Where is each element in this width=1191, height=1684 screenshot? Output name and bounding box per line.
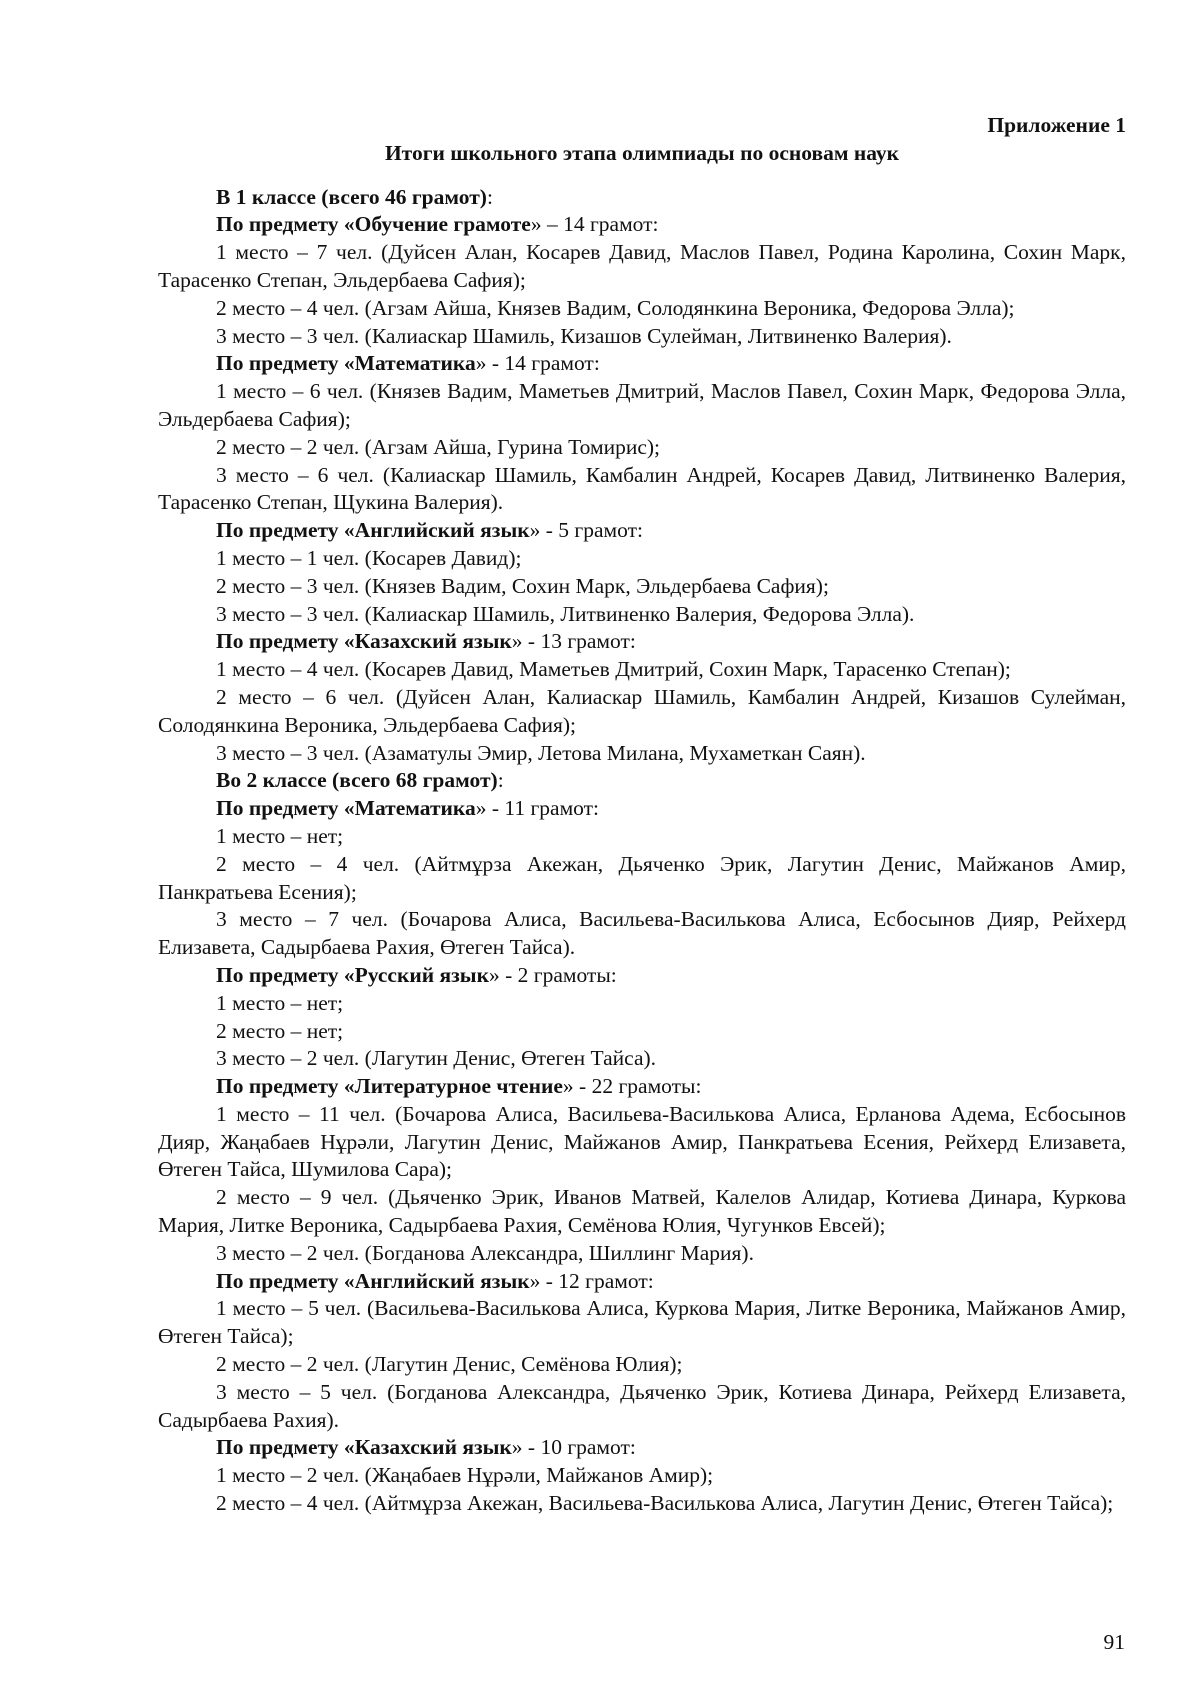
place-entry: 3 место – 2 чел. (Богданова Александра, Шиллинг Мария). xyxy=(216,1240,754,1265)
heading-bold-text: По предмету «Математика xyxy=(216,351,476,376)
section-heading xyxy=(158,1434,1126,1462)
place-entry: 3 место – 3 чел. (Калиаскар Шамиль, Литвиненко Валерия, Федорова Элла). xyxy=(216,601,915,626)
heading-rest-text: : xyxy=(486,184,493,209)
place-entry: 2 место – 4 чел. (Агзам Айша, Князев Вадим, Солодянкина Вероника, Федорова Элла); xyxy=(216,295,1015,320)
heading-bold-text: В 1 классе (всего 46 грамот) xyxy=(216,184,487,209)
place-entry: 2 место – нет; xyxy=(216,1018,344,1043)
heading-bold-text: По предмету «Английский язык xyxy=(216,1268,530,1293)
appendix-label: Приложение 1 xyxy=(987,113,1126,137)
page-number: 91 xyxy=(1103,1630,1125,1654)
section-heading xyxy=(158,767,1126,795)
heading-bold-text: По предмету «Казахский язык xyxy=(216,629,512,654)
place-entry: 3 место – 3 чел. (Калиаскар Шамиль, Кизашов Сулейман, Литвиненко Валерия). xyxy=(216,323,952,348)
heading-rest-text: » - 10 грамот: xyxy=(511,1435,636,1460)
place-entry: 1 место – нет; xyxy=(216,823,344,848)
heading-bold-text: По предмету «Русский язык xyxy=(216,962,489,987)
heading-rest-text: » - 13 грамот: xyxy=(511,629,636,654)
place-entry: 1 место – 2 чел. (Жаңабаев Нұрәли, Майжанов Амир); xyxy=(216,1463,714,1488)
place-entry: 2 место – 3 чел. (Князев Вадим, Сохин Марк, Эльдербаева Сафия); xyxy=(216,573,829,598)
place-entry: 1 место – нет; xyxy=(216,990,344,1015)
heading-rest-text: : xyxy=(497,768,504,793)
results-body xyxy=(158,184,1126,1518)
section-heading xyxy=(158,795,1126,823)
place-entry: 2 место – 2 чел. (Агзам Айша, Гурина Томирис); xyxy=(216,434,661,459)
section-heading xyxy=(158,628,1126,656)
heading-bold-text: Во 2 классе (всего 68 грамот) xyxy=(216,768,498,793)
place-entry: 2 место – 2 чел. (Лагутин Денис, Семёнова Юлия); xyxy=(216,1352,683,1377)
heading-rest-text: » - 5 грамот: xyxy=(529,518,643,543)
place-entry: 3 место – 5 чел. (Богданова Александра, Дьяченко Эрик, Котиева Динара, Рейхерд Елизавета, Садырбаева Рахия). xyxy=(158,1379,1126,1432)
place-entry: 2 место – 4 чел. (Айтмұрза Акежан, Дьяченко Эрик, Лагутин Денис, Майжанов Амир, Панкратьева Есения); xyxy=(158,851,1126,904)
section-heading xyxy=(158,211,1126,239)
section-heading xyxy=(158,962,1126,990)
document-title: Итоги школьного этапа олимпиады по основам наук xyxy=(384,140,900,165)
heading-rest-text: » - 2 грамоты: xyxy=(488,962,617,987)
heading-bold-text: По предмету «Обучение грамоте xyxy=(216,212,531,237)
place-entry: 1 место – 11 чел. (Бочарова Алиса, Васильева-Василькова Алиса, Ерланова Адема, Есбосынов Дияр, Жаңабаев Нұрәли, Лагутин Денис, Майжанов Амир, Панкратьева Есения, Рейхерд Елизавета, Өтеген Тайса, Шумилова Сара); xyxy=(158,1101,1126,1182)
place-entry: 1 место – 6 чел. (Князев Вадим, Маметьев Дмитрий, Маслов Павел, Сохин Марк, Федорова Элла, Эльдербаева Сафия); xyxy=(158,379,1126,431)
heading-rest-text: » - 14 грамот: xyxy=(475,351,600,376)
place-entry: 3 место – 7 чел. (Бочарова Алиса, Васильева-Василькова Алиса, Есбосынов Дияр, Рейхерд Елизавета, Садырбаева Рахия, Өтеген Тайса). xyxy=(158,907,1126,960)
place-entry: 3 место – 2 чел. (Лагутин Денис, Өтеген Тайса). xyxy=(216,1046,657,1071)
section-heading xyxy=(158,184,1126,212)
heading-rest-text: » - 11 грамот: xyxy=(475,796,600,821)
document-page xyxy=(158,112,1126,1518)
section-heading xyxy=(158,350,1126,378)
heading-bold-text: По предмету «Английский язык xyxy=(216,518,530,543)
heading-bold-text: По предмету «Литературное чтение xyxy=(216,1074,563,1099)
heading-bold-text: По предмету «Математика xyxy=(216,796,476,821)
place-entry: 3 место – 3 чел. (Азаматулы Эмир, Летова Милана, Мухаметкан Саян). xyxy=(216,740,866,765)
section-heading xyxy=(158,517,1126,545)
heading-bold-text: По предмету «Казахский язык xyxy=(216,1435,512,1460)
place-entry: 2 место – 4 чел. (Айтмұрза Акежан, Васильева-Василькова Алиса, Лагутин Денис, Өтеген Тайса); xyxy=(216,1491,1114,1516)
place-entry: 1 место – 7 чел. (Дуйсен Алан, Косарев Давид, Маслов Павел, Родина Каролина, Сохин Марк, Тарасенко Степан, Эльдербаева Сафия); xyxy=(158,240,1126,292)
heading-rest-text: » – 14 грамот: xyxy=(530,212,659,237)
place-entry: 3 место – 6 чел. (Калиаскар Шамиль, Камбалин Андрей, Косарев Давид, Литвиненко Валерия, Тарасенко Степан, Щукина Валерия). xyxy=(158,462,1126,515)
heading-rest-text: » - 22 грамоты: xyxy=(562,1074,702,1099)
section-heading xyxy=(158,1073,1126,1101)
place-entry: 1 место – 4 чел. (Косарев Давид, Маметьев Дмитрий, Сохин Марк, Тарасенко Степан); xyxy=(216,657,1011,682)
place-entry: 1 место – 5 чел. (Васильева-Василькова Алиса, Куркова Мария, Литке Вероника, Майжанов Амир, Өтеген Тайса); xyxy=(158,1296,1126,1349)
place-entry: 2 место – 6 чел. (Дуйсен Алан, Калиаскар Шамиль, Камбалин Андрей, Кизашов Сулейман, Солодянкина Вероника, Эльдербаева Сафия); xyxy=(158,684,1126,737)
place-entry: 2 место – 9 чел. (Дьяченко Эрик, Иванов Матвей, Калелов Алидар, Котиева Динара, Куркова Мария, Литке Вероника, Садырбаева Рахия, Семёнова Юлия, Чугунков Евсей); xyxy=(158,1185,1126,1238)
heading-rest-text: » - 12 грамот: xyxy=(529,1268,654,1293)
place-entry: 1 место – 1 чел. (Косарев Давид); xyxy=(216,545,522,570)
section-heading xyxy=(158,1268,1126,1296)
